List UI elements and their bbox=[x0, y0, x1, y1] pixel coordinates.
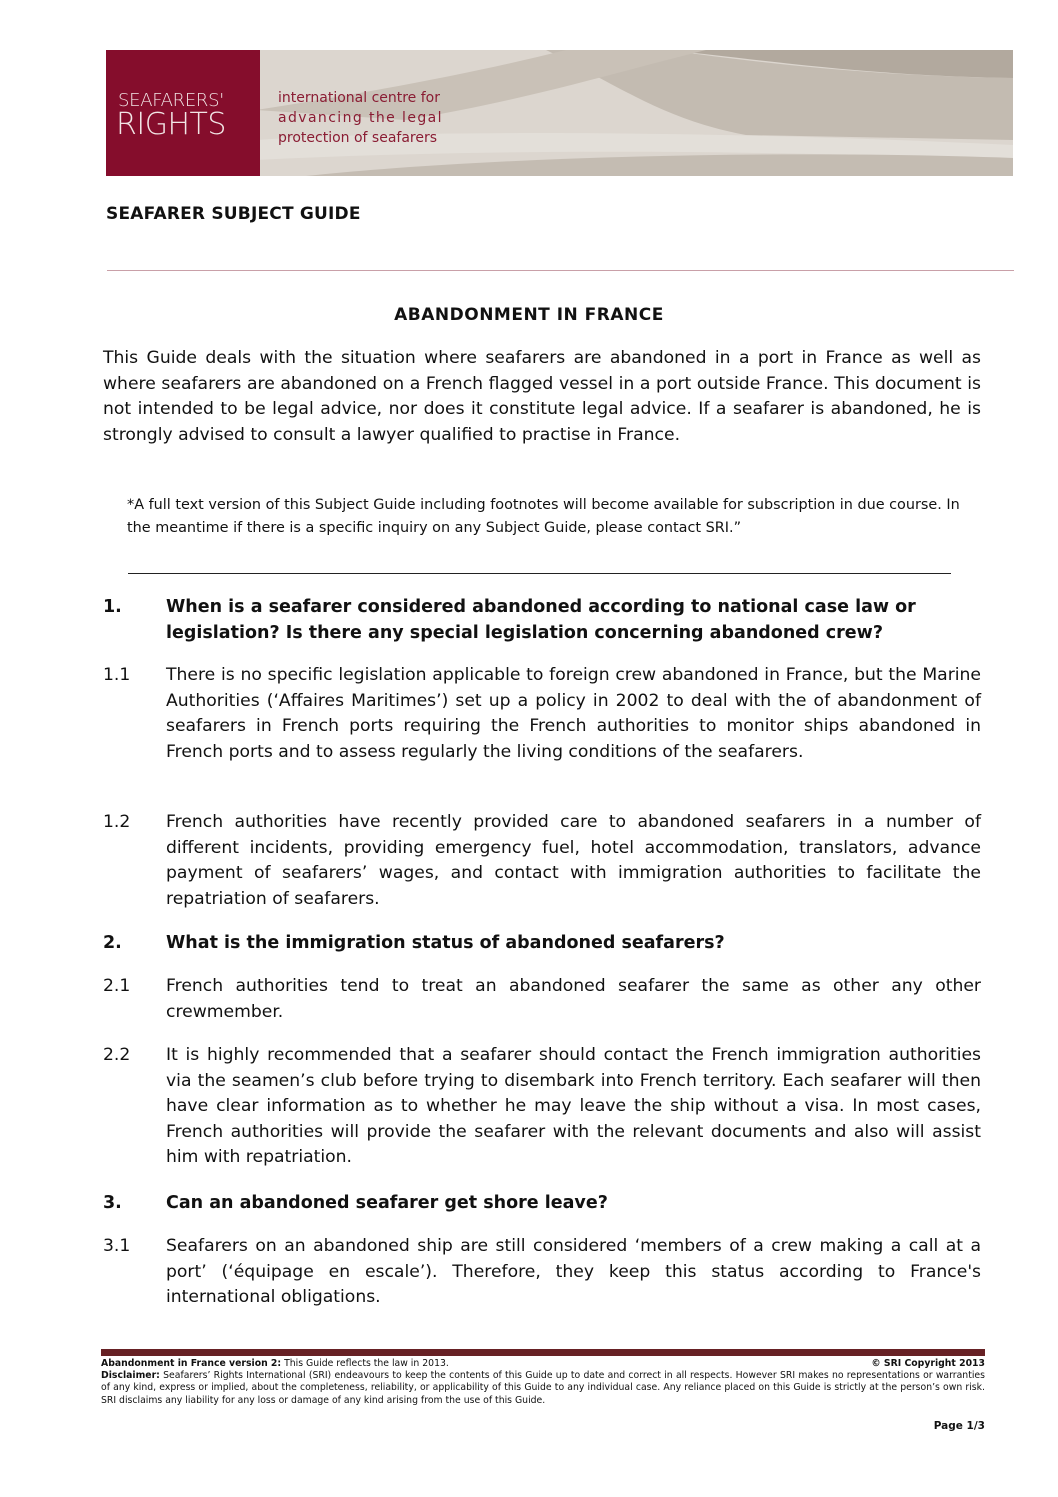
logo-text-seafarers: SEAFARERS' bbox=[118, 90, 224, 111]
paragraph-2-1 bbox=[103, 974, 981, 1025]
copyright-notice: © SRI Copyright 2013 bbox=[871, 1358, 985, 1369]
paragraph-text: French authorities tend to treat an abandoned seafarer the same as other any other crewmember. bbox=[166, 976, 981, 1022]
section-number: 2. bbox=[103, 933, 122, 953]
paragraph-text: Seafarers on an abandoned ship are still considered ‘members of a crew making a call at a port’ (‘équipage en escale’). Therefore, they keep this status according to France's international obligations. bbox=[166, 1236, 981, 1308]
section-heading-text: Can an abandoned seafarer get shore leave? bbox=[166, 1193, 608, 1213]
paragraph-number: 2.2 bbox=[103, 1045, 131, 1065]
version-text: This Guide reflects the law in 2013. bbox=[281, 1358, 449, 1369]
section-heading-text: What is the immigration status of abandoned seafarers? bbox=[166, 933, 725, 953]
tagline-line: protection of seafarers bbox=[278, 130, 438, 146]
paragraph-number: 2.1 bbox=[103, 976, 131, 996]
disclaimer-label: Disclaimer: bbox=[101, 1370, 160, 1382]
logo-text-rights: RIGHTS bbox=[116, 107, 226, 142]
disclaimer-text: Seafarers’ Rights International (SRI) endeavours to keep the contents of this Guide up to date and correct in all respects. However SRI makes no representations or warranties of any kind, express or implied, about the completeness, reliability, or applicability of this Guide to any individual case. Any reliance placed on this Guide is strictly at the person’s own risk. SRI disclaims any liability for any loss or damage of any kind arising from the use of this Guide. bbox=[101, 1370, 985, 1406]
document-title: ABANDONMENT IN FRANCE bbox=[394, 305, 664, 325]
header-banner bbox=[106, 50, 1013, 176]
version-label: Abandonment in France version 2: bbox=[101, 1358, 282, 1369]
section-number: 3. bbox=[103, 1193, 122, 1213]
paragraph-text: There is no specific legislation applicable to foreign crew abandoned in France, but the Marine Authorities (‘Affaires Maritimes’) set up a policy in 2002 to deal with the of abandonment of seafarers in French ports requiring the French authorities to monitor ships abandoned in French ports and to assess regularly the living conditions of the seafarers. bbox=[166, 665, 981, 762]
section-heading-2 bbox=[103, 930, 983, 956]
series-title: SEAFARER SUBJECT GUIDE bbox=[106, 204, 361, 224]
intro-paragraph: This Guide deals with the situation where seafarers are abandoned in a port in France as well as where seafarers are abandoned on a French flagged vessel in a port outside France. This document is not intended to be legal advice, nor does it constitute legal advice. If a seafarer is abandoned, he is strongly advised to consult a lawyer qualified to practise in France. bbox=[103, 348, 981, 445]
paragraph-2-2 bbox=[103, 1043, 981, 1171]
footer-bar bbox=[101, 1349, 985, 1356]
note-divider bbox=[128, 573, 951, 574]
disclaimer bbox=[101, 1370, 985, 1407]
tagline-line: international centre for bbox=[278, 90, 440, 106]
section-heading-3 bbox=[103, 1190, 983, 1216]
page-footer bbox=[101, 1358, 985, 1407]
subscription-note: *A full text version of this Subject Guide including footnotes will become available for subscription in due course. In the meantime if there is a specific inquiry on any Subject Guide, please contact SRI.” bbox=[127, 497, 960, 536]
section-heading-text: When is a seafarer considered abandoned according to national case law or legislation? Is there any special legislation concerning abandoned crew? bbox=[166, 597, 916, 643]
header-divider bbox=[107, 270, 1014, 271]
paragraph-3-1 bbox=[103, 1234, 981, 1311]
paragraph-number: 1.1 bbox=[103, 665, 131, 685]
paragraph-number: 3.1 bbox=[103, 1236, 131, 1256]
section-heading-1 bbox=[103, 594, 983, 646]
banner-tagline bbox=[278, 88, 443, 148]
page-number: Page 1/3 bbox=[933, 1420, 985, 1432]
paragraph-1-2 bbox=[103, 810, 981, 912]
paragraph-number: 1.2 bbox=[103, 812, 131, 832]
tagline-line: advancing the legal bbox=[278, 110, 443, 126]
paragraph-text: It is highly recommended that a seafarer should contact the French immigration authorities via the seamen’s club before trying to disembark into French territory. Each seafarer will then have clear information as to whether he may leave the ship without a visa. In most cases, French authorities will provide the seafarer with the relevant documents and also will assist him with repatriation. bbox=[166, 1045, 981, 1168]
paragraph-text: French authorities have recently provided care to abandoned seafarers in a number of different incidents, providing emergency fuel, hotel accommodation, translators, advance payment of seafarers’ wages, and contact with immigration authorities to facilitate the repatriation of seafarers. bbox=[166, 812, 981, 909]
paragraph-1-1 bbox=[103, 663, 981, 765]
version-line bbox=[101, 1358, 449, 1370]
section-number: 1. bbox=[103, 597, 122, 617]
seafarers-rights-logo bbox=[106, 50, 260, 176]
